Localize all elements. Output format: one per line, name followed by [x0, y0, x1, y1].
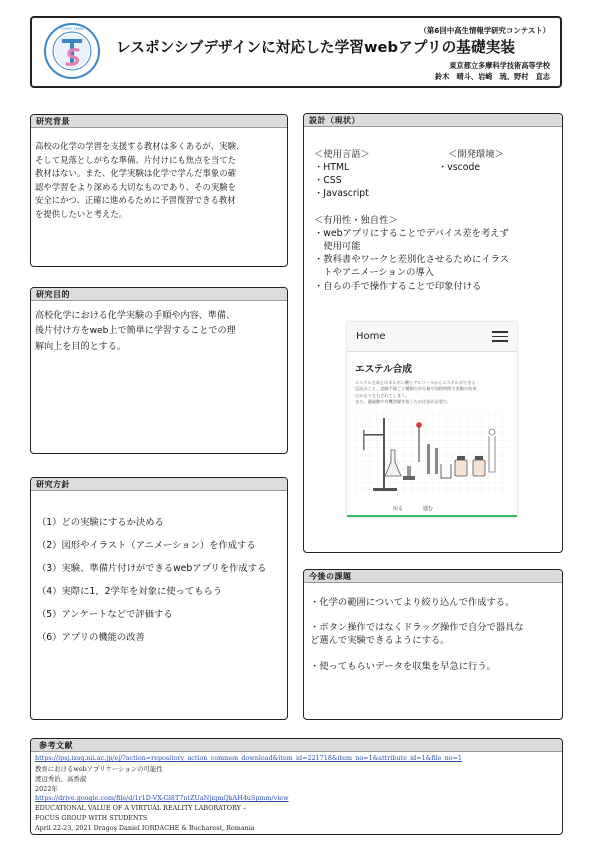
reference-text: 渡辺秀治、高香淑 — [35, 775, 87, 783]
language-item: ・CSS — [314, 175, 342, 186]
app-accent-bar — [347, 515, 517, 517]
poster-header — [30, 16, 562, 88]
text-line: 安全にかつ、正確に進めるために予習復習できる教材 — [35, 195, 236, 206]
future-item: ・化学の範囲についてより絞り込んで作成する。 — [310, 597, 515, 608]
merit-item: 使用可能 — [314, 241, 361, 252]
future-item: ・ボタン操作ではなくドラッグ操作で自分で器具な — [310, 622, 524, 633]
app-next-button[interactable]: 進む — [423, 506, 434, 512]
references-section — [30, 738, 563, 835]
purpose-title: 研究目的 — [36, 290, 70, 299]
text-line: また、濃硫酸や有機溶媒を扱うため注意が必要だ。 — [355, 399, 452, 405]
poster-title: レスポンシブデザインに対応した学習webアプリの基礎実装 — [116, 39, 516, 56]
future-work-section — [303, 569, 563, 720]
background-section — [30, 114, 288, 267]
text-line: 高校の化学の学習を支援する教材は多くあるが、実験、 — [35, 141, 245, 151]
future-item: ・使ってもらいデータを収集を早急に行う。 — [310, 661, 496, 672]
background-body — [35, 140, 244, 222]
language-item: ・Javascript — [314, 188, 369, 199]
merit-item: ・自らの手で操作することで印象付ける — [314, 281, 482, 292]
text-line: 解向上を目的とする。 — [35, 341, 126, 352]
hamburger-menu-icon — [492, 331, 508, 342]
app-nav-bar — [347, 322, 517, 352]
policy-item: （1）どの実験にするか決める — [37, 517, 164, 528]
policy-item: （3）実験、準備片付けができるwebアプリを作成する — [37, 563, 267, 574]
reference-link[interactable]: https://ipsj.ixsq.nii.ac.jp/ej/?action=repository_action_common_download&item_id=221718&item_no=1&attribute_id=1&file_no=1 — [35, 754, 462, 762]
design-title: 設計（現状） — [309, 116, 360, 125]
section-header-bar — [31, 739, 562, 752]
app-home-label: Home — [356, 331, 386, 342]
reference-text: FOCUS GROUP WITH STUDENTS — [35, 814, 148, 822]
background-title: 研究背景 — [36, 117, 70, 126]
merit-item: トやアニメーションの導入 — [314, 267, 435, 278]
policy-item: （5）アンケートなどで評価する — [37, 609, 173, 620]
text-line: 認や学習をより深める大切なものであり、その実験を — [35, 181, 236, 192]
text-line: 反応のこと。実験手順ごと種類だが分量や加熱時間で実験の結果 — [355, 386, 477, 392]
reference-link[interactable]: https://drive.google.com/file/d/1r1D-VX-Gl8T7ntZUaNjiqmQkAH4uSpmm/view — [35, 794, 289, 802]
contest-name: （第6回中高生情報学研究コンテスト） — [419, 26, 550, 35]
app-page-heading: エステル合成 — [355, 364, 412, 375]
logo-text: TOKYO TAMA — [60, 27, 84, 31]
policy-item: （2）図形やイラスト（アニメーション）を作成する — [37, 540, 256, 551]
text-line: 教材はない。また、化学実験は化学で学んだ事象の確 — [35, 168, 236, 179]
policy-section — [30, 477, 288, 720]
app-screenshot — [347, 322, 517, 517]
text-line: を提供したいと考えた。 — [35, 208, 128, 219]
author-names: 鈴木 晴斗、岩崎 琉、野村 直志 — [434, 72, 550, 81]
environment-item: ・vscode — [438, 162, 481, 173]
environment-heading: ＜開発環境＞ — [448, 149, 504, 160]
text-line: 後片付け方をweb上で簡単に学習することでの理 — [35, 326, 236, 337]
lab-equipment-illustration-icon — [355, 412, 509, 496]
policy-title: 研究方針 — [36, 480, 70, 489]
text-line: そして見落としがちな準備、片付けにも焦点を当てた — [35, 154, 236, 165]
merit-item: ・webアプリにすることでデバイス差を考えず — [314, 228, 509, 239]
language-item: ・HTML — [314, 162, 350, 173]
reference-text: 2022年 — [35, 785, 58, 793]
merit-item: ・教科書やワークと差別化させるためにイラス — [314, 254, 509, 265]
merits-heading: ＜有用性・独自性＞ — [314, 215, 398, 226]
future-title: 今後の課題 — [309, 572, 352, 581]
purpose-section — [30, 287, 288, 454]
app-description — [355, 380, 513, 406]
purpose-body — [35, 309, 236, 355]
policy-item: （4）実際に1，2学年を対象に使ってもらう — [37, 586, 223, 597]
text-line: 高校化学における化学実験の手順や内容、準備、 — [35, 311, 236, 321]
school-name: 東京都立多摩科学技術高等学校 — [449, 61, 550, 70]
reference-text: April 22-23, 2021 Dragoş Daniel IORDACHE & Bucharest, Romania — [35, 824, 255, 832]
policy-item: （6）アプリの機能の改善 — [37, 632, 145, 643]
languages-heading: ＜使用言語＞ — [314, 149, 370, 160]
references-title: 参考文献 — [39, 741, 73, 750]
reference-text: EDUCATIONAL VALUE OF A VIRTUAL REALITY LABORATORY – — [35, 804, 247, 812]
school-logo-icon — [43, 22, 101, 80]
text-line: エステル合成とはカルボン酸とアルコールからエステルができる — [355, 380, 476, 385]
design-section — [303, 113, 563, 553]
reference-text: 教育におけるwebアプリケーションの可能性 — [35, 765, 163, 773]
text-line: はかなり左右されてしまう。 — [355, 392, 410, 398]
future-item: ど選んで実験できるようにする。 — [310, 635, 450, 646]
app-back-button[interactable]: 戻る — [393, 506, 404, 512]
